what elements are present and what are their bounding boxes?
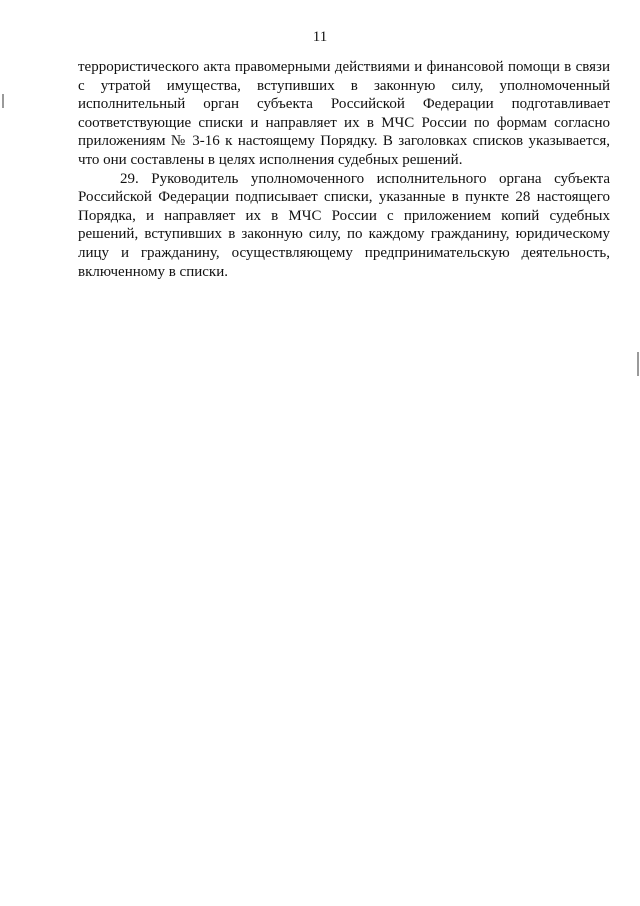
text-line: соответствующие списки и направляет их в МЧС России по формам согласно (78, 114, 610, 131)
scan-artifact (637, 352, 639, 376)
text-line: что они составлены в целях исполнения судебных решений. (78, 151, 463, 168)
scan-artifact (2, 94, 4, 108)
text-line: лицу и гражданину, осуществляющему предпринимательскую деятельность, (78, 244, 610, 261)
text-line: с утратой имущества, вступивших в законную силу, уполномоченный (78, 77, 610, 94)
paragraph-28-continuation (78, 58, 610, 170)
text-line: исполнительный орган субъекта Российской Федерации подготавливает (78, 96, 610, 113)
text-line: 29. Руководитель уполномоченного исполнительного органа субъекта (120, 170, 610, 187)
text-line: включенному в списки. (78, 263, 228, 280)
page-number: 11 (312, 29, 328, 45)
document-body (78, 58, 610, 281)
text-line: приложениям № 3-16 к настоящему Порядку. В заголовках списков указывается, (78, 133, 610, 150)
text-line: Российской Федерации подписывает списки, указанные в пункте 28 настоящего (78, 189, 610, 206)
paragraph-29 (78, 170, 610, 282)
text-line: Порядка, и направляет их в МЧС России с приложением копий судебных (78, 207, 610, 224)
text-line: террористического акта правомерными действиями и финансовой помощи в связи (78, 59, 610, 75)
text-line: решений, вступивших в законную силу, по каждому гражданину, юридическому (78, 226, 610, 243)
